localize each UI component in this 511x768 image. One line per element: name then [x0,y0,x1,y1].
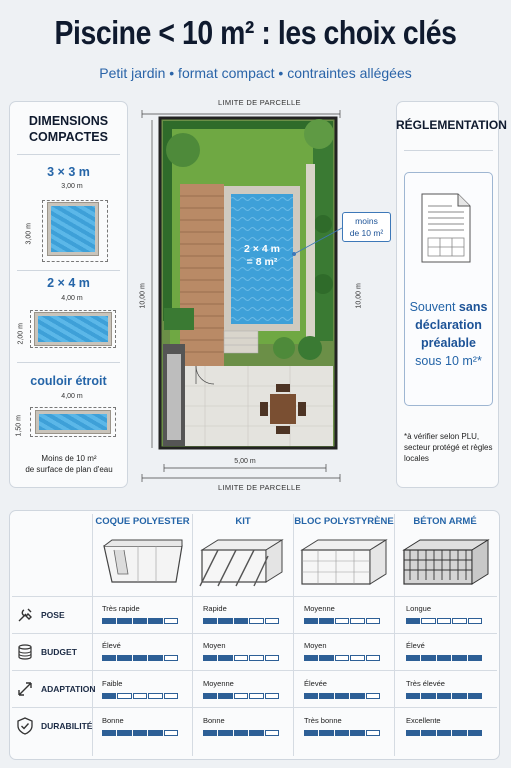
rating-bar [406,618,482,624]
rating-segment [366,730,380,736]
row-separator [12,670,497,671]
row-separator [12,707,497,708]
rating-segment [117,730,131,736]
row-label-adaptation: ADAPTATION [41,684,96,694]
rating-bar [102,693,178,699]
dimensions-title-line1: DIMENSIONS [28,114,109,128]
rating-segment [249,618,263,624]
rating-segment [406,693,420,699]
plot-limit-bottom: LIMITE DE PARCELLE [218,483,301,492]
pool1-width: 3,00 m [61,183,83,190]
rating-segment [234,730,248,736]
row-label-durabilite: DURABILITÉ [41,721,93,731]
cell-text: Moyen [203,641,226,650]
rating-segment [133,693,147,699]
rating-segment [133,618,147,624]
col-separator [394,514,395,756]
row-label-budget: BUDGET [41,647,77,657]
pool2-rectangle [35,313,111,345]
rating-segment [164,730,178,736]
rating-segment [203,730,217,736]
reg-bold2: déclaration [415,318,482,332]
kit-pool-illustration [196,536,288,592]
pool3-height: 1,50 m [15,415,23,437]
row-separator [12,596,497,597]
rating-segment [366,655,380,661]
rating-segment [406,730,420,736]
pool3-width: 4,00 m [61,393,83,400]
col-separator [92,514,93,756]
cell-text: Longue [406,604,432,613]
rating-bar [203,730,279,736]
rating-segment [304,618,318,624]
rating-segment [148,730,162,736]
rating-bar [102,730,178,736]
col-head-kit: KIT [235,516,251,527]
cell-text: Très élevée [406,679,445,688]
rating-bar [203,655,279,661]
rating-segment [249,655,263,661]
col-head-bloc: BLOC POLYSTYRÈNE [294,516,394,527]
rating-segment [304,730,318,736]
pool1-height: 3,00 m [25,223,33,245]
rating-bar [102,655,178,661]
document-icon [420,192,472,264]
cell-text: Élevée [304,679,327,688]
rating-segment [468,618,482,624]
reg-line4: sous 10 m²* [415,354,482,368]
rating-segment [265,730,279,736]
col-head-coque: COQUE POLYESTER [95,516,190,527]
rating-segment [117,618,131,624]
plan-bottom-dimension: 5,00 m [234,458,256,465]
plan-pool-size: 2 × 4 m [244,243,280,255]
rating-segment [304,693,318,699]
cell-text: Très bonne [304,716,342,725]
plan-pool-area: = 8 m² [246,256,278,268]
rating-segment [164,693,178,699]
rating-segment [350,693,364,699]
surface-note-line1: Moins de 10 m² [41,454,97,463]
rating-segment [218,693,232,699]
row-separator [12,633,497,634]
pool3-name: couloir étroit [30,374,107,388]
rating-bar [203,618,279,624]
rating-segment [249,730,263,736]
plan-right-dimension: 10,00 m [355,283,363,309]
rating-segment [335,618,349,624]
rating-segment [437,730,451,736]
fiberglass-shell-illustration [98,536,188,592]
rating-segment [265,693,279,699]
rating-segment [452,618,466,624]
rating-segment [421,655,435,661]
rating-segment [319,693,333,699]
rating-segment [452,730,466,736]
rating-segment [218,655,232,661]
reg-bold3: préalable [421,336,476,350]
reinforced-concrete-illustration [400,536,492,592]
rating-segment [406,655,420,661]
cell-text: Moyenne [203,679,234,688]
rating-segment [437,693,451,699]
reg-bold1: sans [458,300,488,314]
rating-segment [203,693,217,699]
divider [17,270,120,271]
dimensions-title-line2: COMPACTES [29,130,108,144]
rating-segment [452,655,466,661]
cell-text: Bonne [102,716,124,725]
rating-segment [265,618,279,624]
page-subtitle: Petit jardin • format compact • contraintes allégées [99,65,412,81]
coins-icon [16,643,34,661]
rating-segment [218,618,232,624]
rating-segment [203,655,217,661]
page-title: Piscine < 10 m² : les choix clés [54,14,457,51]
rating-segment [218,730,232,736]
cell-text: Élevé [102,641,121,650]
rating-segment [148,618,162,624]
rating-bar [304,693,380,699]
plot-limit-top: LIMITE DE PARCELLE [218,98,301,107]
rating-segment [249,693,263,699]
resize-arrows-icon [16,680,34,698]
rating-segment [319,730,333,736]
rating-segment [148,693,162,699]
rating-segment [366,693,380,699]
rating-segment [335,730,349,736]
rating-segment [468,693,482,699]
rating-segment [117,693,131,699]
rating-segment [437,618,451,624]
rating-segment [335,693,349,699]
rating-segment [350,618,364,624]
divider [17,362,120,363]
cell-text: Très rapide [102,604,140,613]
pool1-name: 3 × 3 m [47,165,90,179]
rating-segment [148,655,162,661]
callout-line1: moins [355,216,378,226]
rating-segment [421,693,435,699]
pool2-name: 2 × 4 m [47,276,90,290]
rating-segment [468,655,482,661]
rating-segment [350,655,364,661]
rating-segment [304,655,318,661]
rating-segment [164,618,178,624]
regulation-text [404,298,493,370]
rating-bar [406,693,482,699]
cell-text: Excellente [406,716,441,725]
surface-note-line2: de surface de plan d'eau [25,465,113,474]
rating-segment [234,693,248,699]
rating-segment [319,655,333,661]
shield-check-icon [16,717,34,735]
rating-bar [304,730,380,736]
rating-segment [164,655,178,661]
rating-segment [234,655,248,661]
divider [404,150,493,151]
rating-segment [203,618,217,624]
area-callout [342,212,391,242]
pool1-square [48,203,98,255]
callout-line2: de 10 m² [349,228,384,238]
pool2-width: 4,00 m [61,295,83,302]
cell-text: Moyen [304,641,327,650]
garden-plan [130,104,395,484]
row-label-pose: POSE [41,610,65,620]
rating-segment [335,655,349,661]
rating-bar [304,618,380,624]
pool3-corridor [36,411,110,433]
rating-bar [203,693,279,699]
rating-segment [117,655,131,661]
rating-segment [468,730,482,736]
rating-bar [304,655,380,661]
rating-segment [133,730,147,736]
cell-text: Élevé [406,641,425,650]
col-head-beton: BÉTON ARMÉ [413,516,477,527]
rating-segment [452,693,466,699]
rating-segment [366,618,380,624]
cell-text: Faible [102,679,123,688]
rating-segment [234,618,248,624]
rating-segment [102,730,116,736]
rating-segment [437,655,451,661]
rating-segment [421,730,435,736]
rating-segment [265,655,279,661]
rating-segment [319,618,333,624]
rating-segment [406,618,420,624]
rating-segment [102,693,116,699]
plan-left-dimension: 10,00 m [139,283,147,309]
rating-segment [350,730,364,736]
polystyrene-block-illustration [298,536,390,592]
regulation-footnote: *à vérifier selon PLU, secteur protégé et règles locales [404,432,493,463]
tools-icon [16,606,34,624]
rating-bar [102,618,178,624]
rating-segment [421,618,435,624]
rating-segment [102,618,116,624]
pool2-height: 2,00 m [17,323,25,345]
regulation-title: RÉGLEMENTATION [396,118,507,132]
col-separator [192,514,193,756]
plan-pool-label [232,243,292,269]
reg-line1: Souvent [409,300,456,314]
cell-text: Bonne [203,716,225,725]
cell-text: Moyenne [304,604,335,613]
cell-text: Rapide [203,604,227,613]
rating-bar [406,655,482,661]
divider [17,154,120,155]
col-separator [293,514,294,756]
rating-segment [133,655,147,661]
rating-bar [406,730,482,736]
rating-segment [102,655,116,661]
